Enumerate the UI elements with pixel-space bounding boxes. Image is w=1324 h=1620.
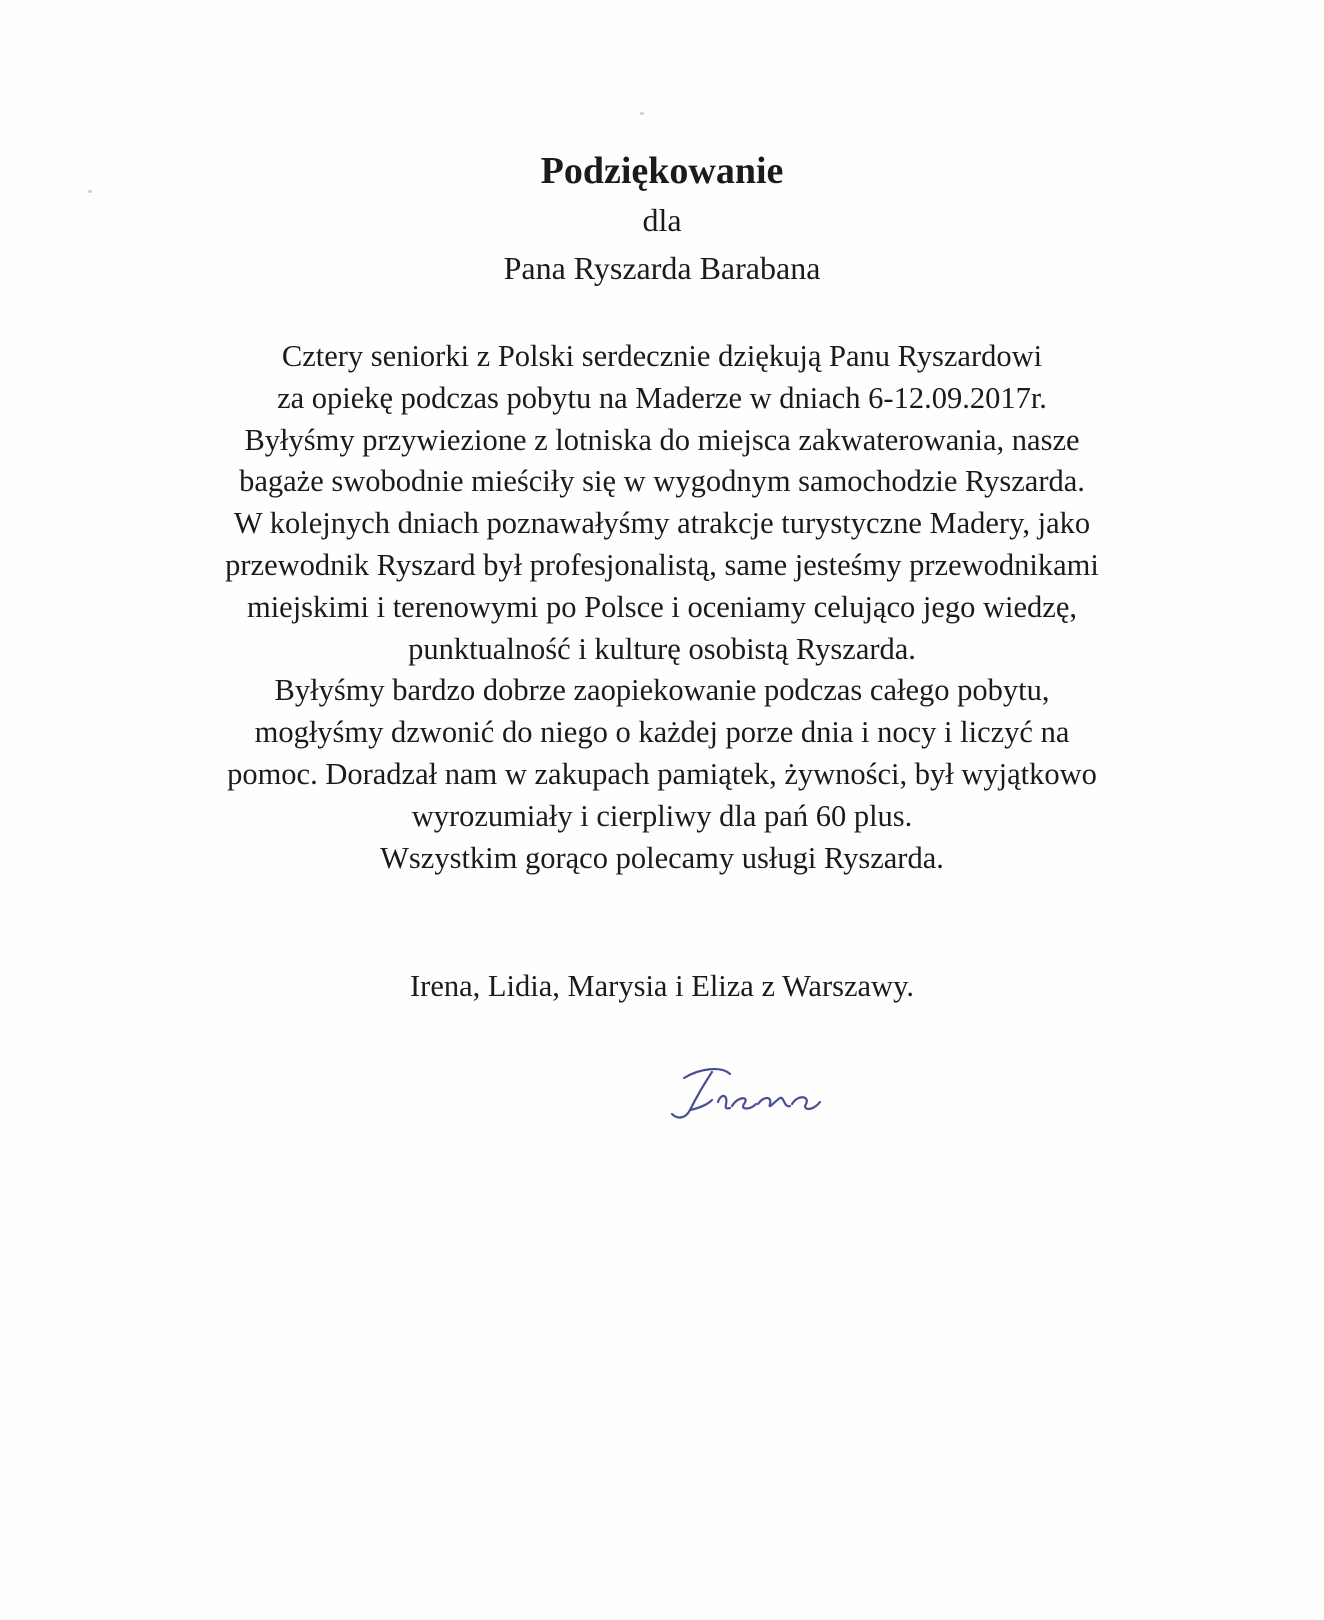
letter-title: Podziękowanie [540, 150, 784, 192]
body-line: przewodnik Ryszard był profesjonalistą, same jesteśmy przewodnikami [225, 547, 1099, 582]
body-line: Byłyśmy bardzo dobrze zaopiekowanie podczas całego pobytu, [274, 673, 1050, 708]
body-line: wyrozumiały i cierpliwy dla pań 60 plus. [411, 798, 913, 833]
body-line: Byłyśmy przywiezione z lotniska do miejsca zakwaterowania, nasze [244, 422, 1080, 457]
body-line: za opiekę podczas pobytu na Maderze w dniach 6-12.09.2017r. [277, 380, 1047, 415]
letter-recipient: Pana Ryszarda Barabana [503, 250, 821, 286]
body-line: bagaże swobodnie mieściły się w wygodnym samochodzie Ryszarda. [239, 464, 1085, 499]
body-line: Wszystkim gorąco polecamy usługi Ryszarda. [380, 840, 944, 875]
letter-subtitle-dla: dla [642, 202, 682, 238]
letter-signers: Irena, Lidia, Marysia i Eliza z Warszawy. [410, 969, 914, 1003]
handwritten-signature [660, 1058, 860, 1138]
body-line: W kolejnych dniach poznawałyśmy atrakcje turystyczne Madery, jako [233, 506, 1091, 541]
body-line: miejskimi i terenowymi po Polsce i oceniamy celująco jego wiedzę, [246, 589, 1078, 624]
body-line: punktualność i kulturę osobistą Ryszarda. [408, 631, 916, 666]
body-line: mogłyśmy dzwonić do niego o każdej porze dnia i nocy i liczyć na [254, 715, 1070, 750]
paper-speck [640, 112, 644, 115]
body-line: Cztery seniorki z Polski serdecznie dziękują Panu Ryszardowi [281, 339, 1043, 373]
body-line: pomoc. Doradzał nam w zakupach pamiątek, żywności, był wyjątkowo [227, 756, 1097, 791]
letter-body [0, 336, 1324, 879]
